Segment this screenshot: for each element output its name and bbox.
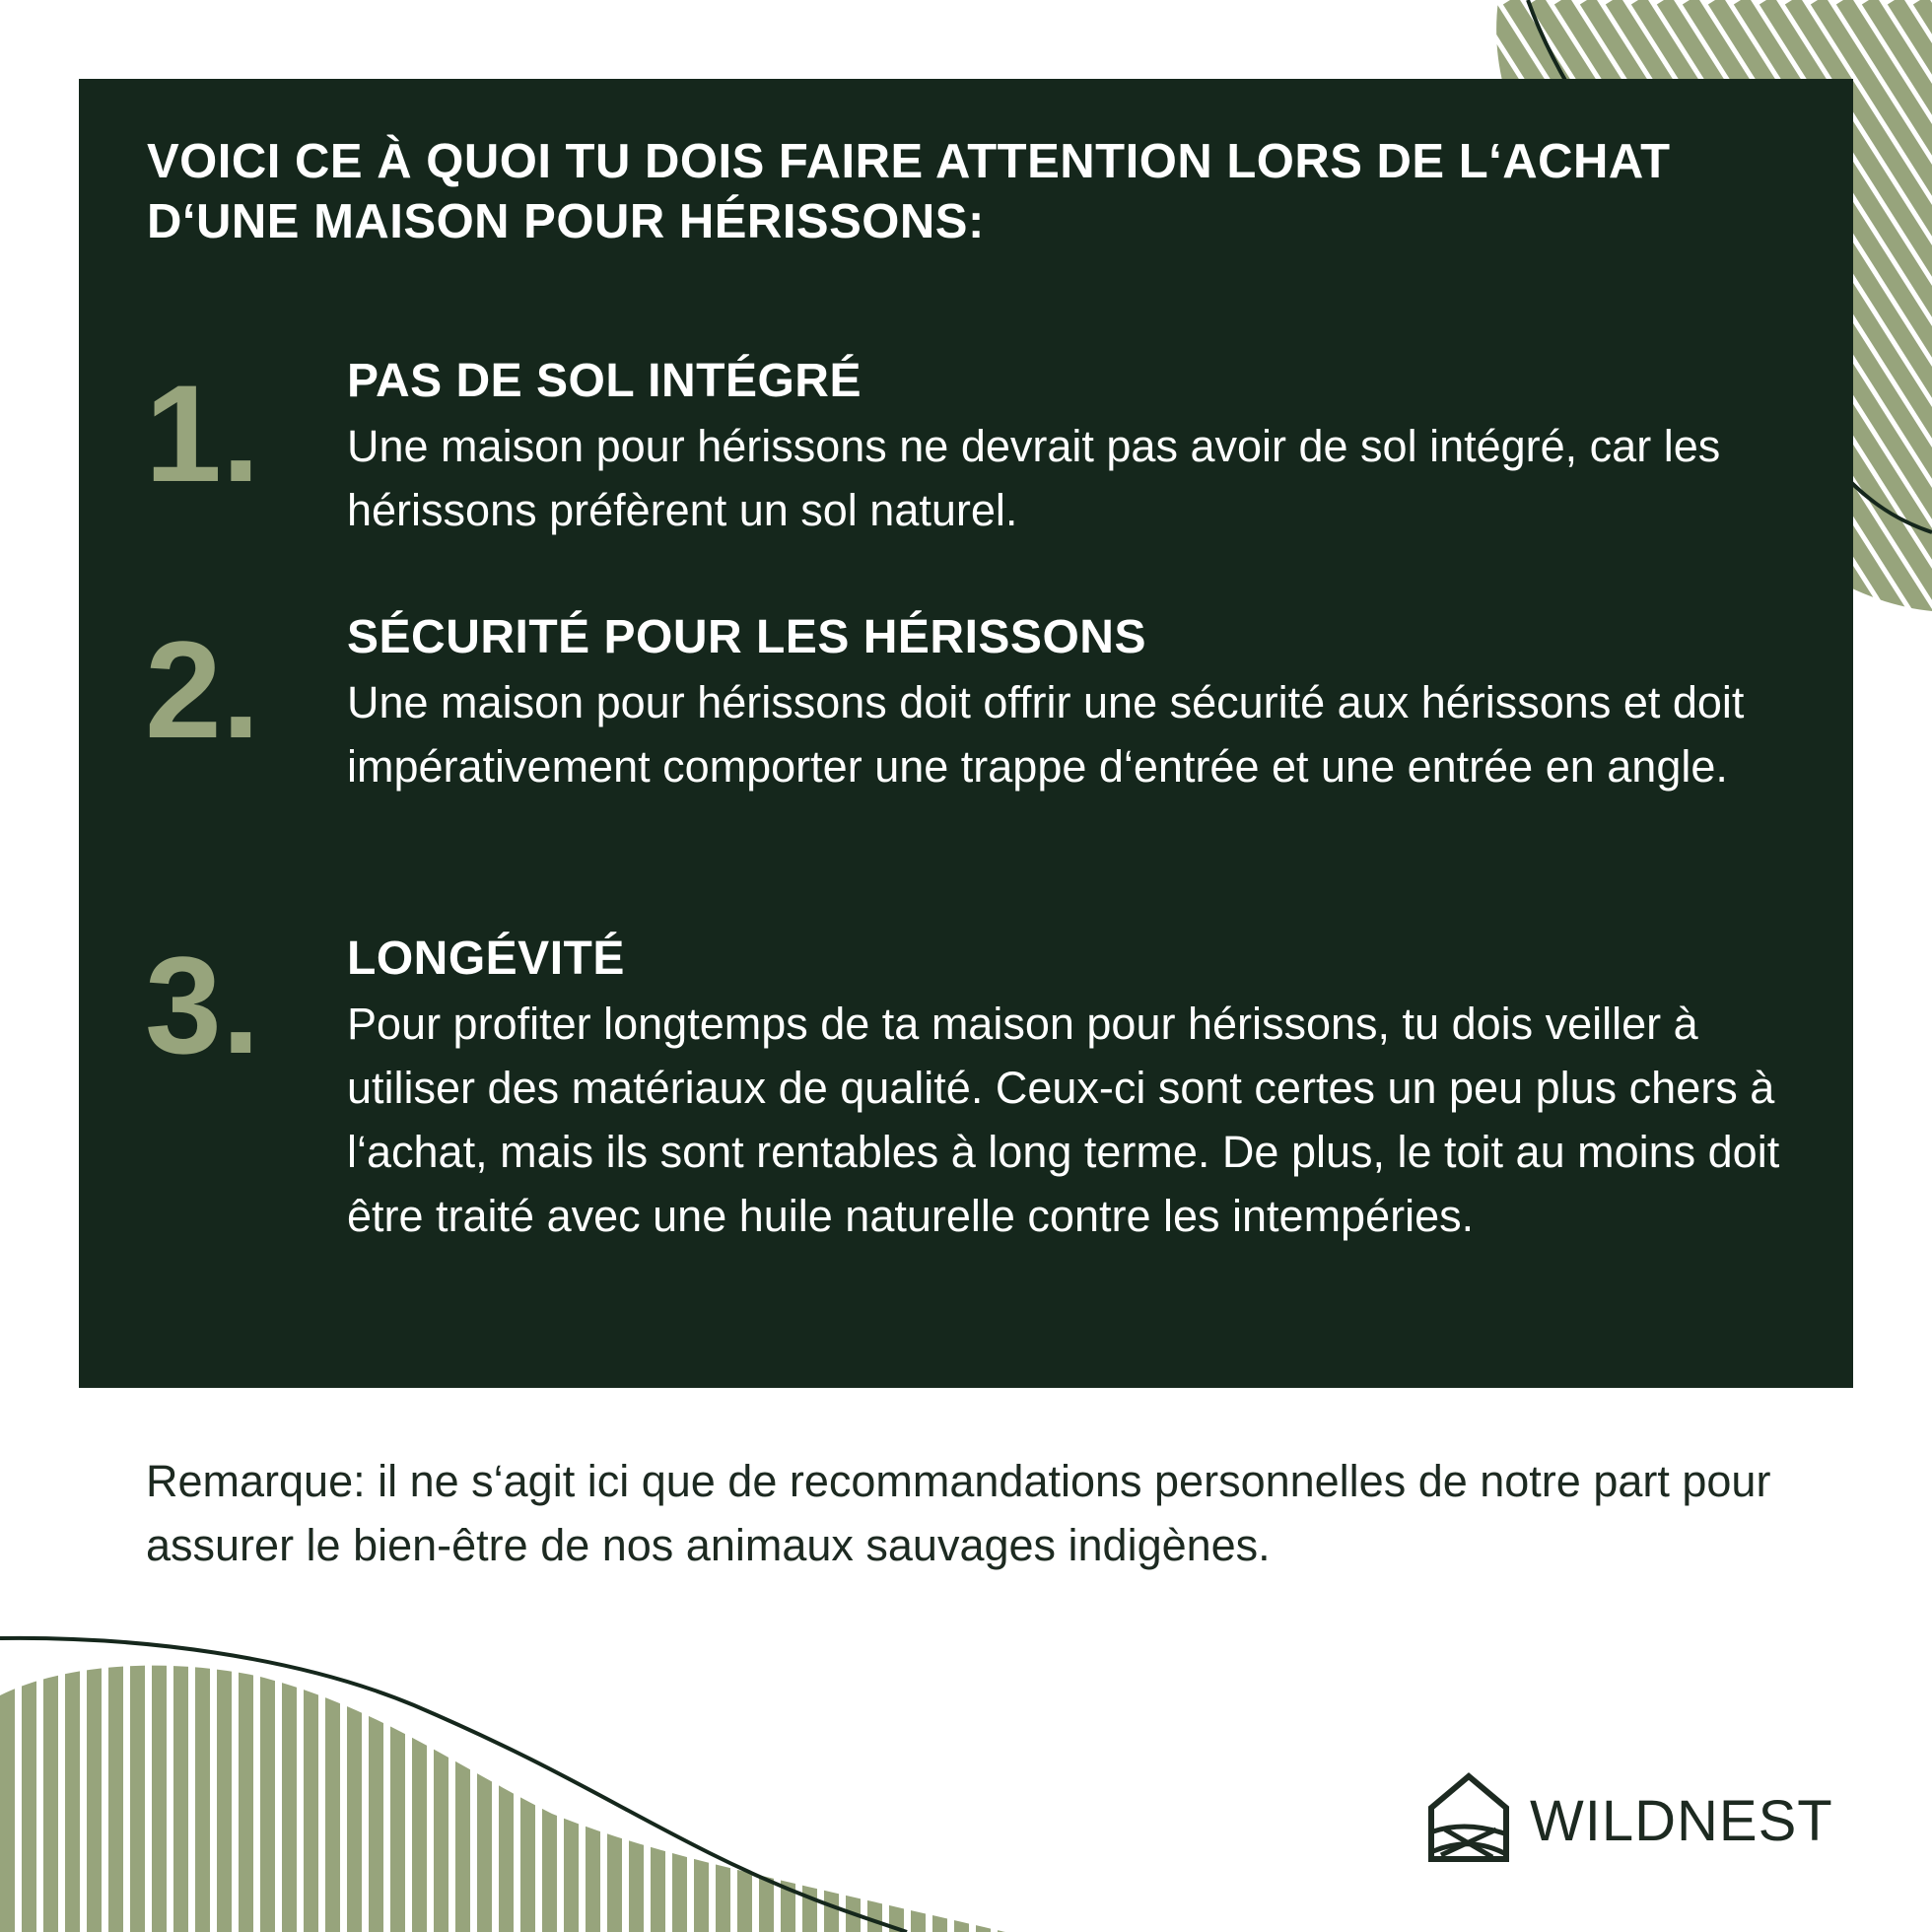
stripe: [846, 1617, 861, 1932]
stripe: [802, 1617, 817, 1932]
stripe: [694, 1617, 709, 1932]
stripe: [651, 1617, 665, 1932]
panel-title: VOICI CE À QUOI TU DOIS FAIRE ATTENTION LORS DE L‘ACHAT D‘UNE MAISON POUR HÉRISSONS:: [147, 135, 1671, 248]
stripe: [455, 1617, 470, 1932]
item-number: 3.: [145, 928, 260, 1082]
item-heading: PAS DE SOL INTÉGRÉ: [347, 355, 862, 407]
house-nest-icon: [1427, 1772, 1510, 1863]
stripe: [108, 1617, 123, 1932]
stripe: [672, 1617, 687, 1932]
stripe: [932, 1617, 947, 1932]
item-text: Une maison pour hérissons doit offrir une sécurité aux hérissons et doit impérativement comporter une trappe d‘entrée et une entrée en angle.: [347, 677, 1745, 792]
stripe: [369, 1617, 383, 1932]
stripe: [412, 1617, 427, 1932]
stripe: [173, 1617, 188, 1932]
stripe: [22, 1617, 36, 1932]
stripe: [325, 1617, 340, 1932]
stripe: [239, 1617, 253, 1932]
stripe: [586, 1617, 600, 1932]
stripe: [152, 1617, 167, 1932]
stripe: [499, 1617, 514, 1932]
stripe: [217, 1617, 232, 1932]
stripe: [87, 1617, 102, 1932]
stripe: [954, 1617, 969, 1932]
stripe: [43, 1617, 58, 1932]
item-text: Pour profiter longtemps de ta maison pour hérissons, tu dois veiller à utiliser des matériaux de qualité. Ceux-ci sont certes un peu plus chers à l‘achat, mais ils sont rentables à long terme. De plus, le toit au moins doit être traité avec une huile naturelle contre les intempéries.: [347, 999, 1780, 1241]
stripe: [195, 1617, 210, 1932]
stripe: [347, 1617, 362, 1932]
remark-note: Remarque: il ne s‘agit ici que de recommandations personnelles de notre part pour assurer le bien-être de nos animaux sauvages indigènes.: [146, 1456, 1771, 1570]
stripe: [867, 1617, 882, 1932]
stripe: [911, 1617, 926, 1932]
stripe: [130, 1617, 145, 1932]
stripe: [607, 1617, 622, 1932]
brand-logo: [1427, 1772, 1861, 1867]
stripe: [889, 1617, 904, 1932]
stripe: [716, 1617, 730, 1932]
stripe: [542, 1617, 557, 1932]
stripe: [477, 1617, 492, 1932]
stripe: [390, 1617, 405, 1932]
stripe: [998, 1617, 1005, 1932]
stripe: [434, 1617, 448, 1932]
stripe: [0, 1617, 15, 1932]
stripe: [759, 1617, 774, 1932]
item-heading: SÉCURITÉ POUR LES HÉRISSONS: [347, 611, 1146, 663]
stripe: [976, 1617, 991, 1932]
info-panel: [79, 79, 1853, 1388]
item-text: Une maison pour hérissons ne devrait pas avoir de sol intégré, car les hérissons préfèrent un sol naturel.: [347, 421, 1721, 535]
stripe: [520, 1617, 535, 1932]
stripe: [629, 1617, 644, 1932]
stripe: [737, 1617, 752, 1932]
stripe: [65, 1617, 80, 1932]
brand-name: WILDNEST: [1530, 1789, 1833, 1853]
item-number: 1.: [145, 356, 260, 511]
item-number: 2.: [145, 612, 260, 767]
stripe: [564, 1617, 579, 1932]
stripe: [824, 1617, 839, 1932]
item-heading: LONGÉVITÉ: [347, 932, 625, 985]
stripe: [304, 1617, 318, 1932]
striped-wave-decoration-bottom: [0, 1617, 1005, 1932]
